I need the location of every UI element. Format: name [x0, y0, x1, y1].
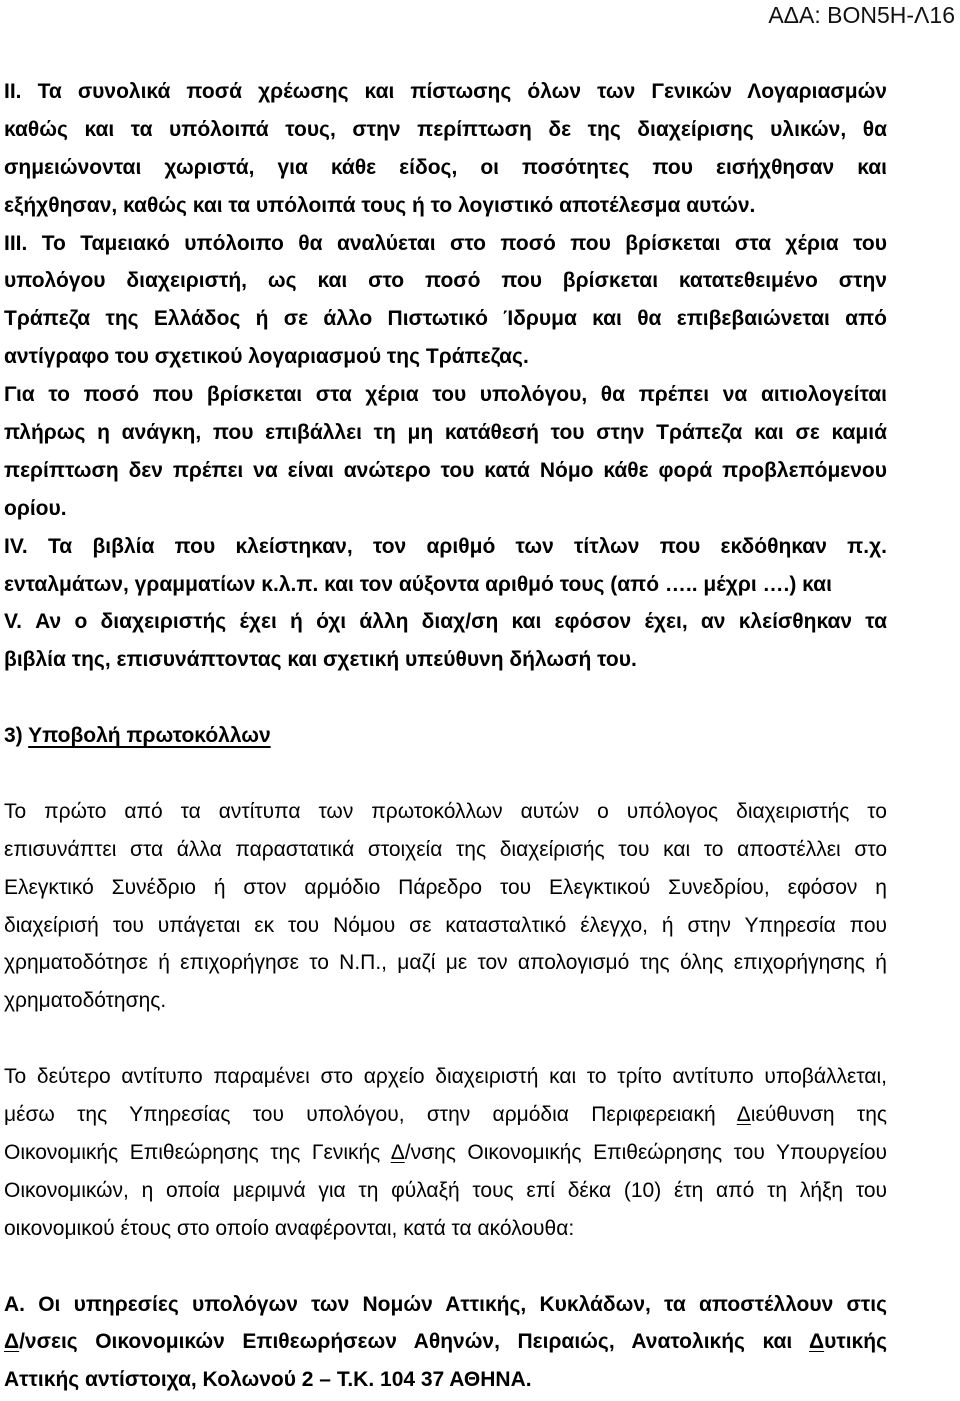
section-v-line: βιβλία της, επισυνάπτοντας και σχετική υπεύθυνη δήλωσή του. — [4, 648, 637, 672]
second-copy-line — [4, 1096, 887, 1134]
document-body — [4, 73, 887, 1399]
section-iii — [4, 225, 887, 377]
line-text: υτικής — [824, 1330, 887, 1354]
section-iii-line: Τράπεζα της Ελλάδος ή σε άλλο Πιστωτικό Ίδρυμα και θα επιβεβαιώνεται από — [4, 307, 887, 331]
second-copy-line: οικονομικού έτους στο οποίο αναφέρονται, κατά τα ακόλουθα: — [4, 1216, 575, 1240]
blank-line — [4, 679, 887, 717]
first-copy-line: χρηματοδότησης. — [4, 989, 167, 1013]
heading-number: 3) — [4, 724, 23, 748]
section-iii-line: υπολόγου διαχειριστή, ως και στο ποσό που βρίσκεται κατατεθειμένο στην — [4, 269, 887, 293]
section-iv-line: ενταλμάτων, γραμματίων κ.λ.π. και τον αύξοντα αριθμό τους (από ….. μέχρι ….) και — [4, 572, 832, 596]
section-ii-line: εξήχθησαν, καθώς και τα υπόλοιπά τους ή το λογιστικό αποτέλεσμα αυτών. — [4, 193, 756, 217]
cash-note-line: ορίου. — [4, 496, 67, 520]
item-a-line: Α. Οι υπηρεσίες υπολόγων των Νομών Αττικής, Κυκλάδων, τα αποστέλλουν στις — [4, 1292, 887, 1316]
item-a-line — [4, 1323, 887, 1361]
line-text: Οικονομικής Επιθεώρησης της Γενικής — [4, 1140, 391, 1164]
line-text: /νσης Οικονομικής Επιθεώρησης του Υπουργείου — [404, 1140, 887, 1164]
section-iv-line: IV. Τα βιβλία που κλείστηκαν, τον αριθμό των τίτλων που εκδόθηκαν π.χ. — [4, 534, 887, 558]
section-ii-line: II. Τα συνολικά ποσά χρέωσης και πίστωσης όλων των Γενικών Λογαριασμών — [4, 80, 887, 103]
blank-line — [4, 1248, 887, 1286]
item-a-line: Αττικής αντίστοιχα, Κολωνού 2 – Τ.Κ. 104 37 ΑΘΗΝΑ. — [4, 1368, 532, 1392]
marked-letter: Δ — [390, 1140, 405, 1164]
section-ii-line: καθώς και τα υπόλοιπά τους, στην περίπτωση δε της διαχείρισης υλικών, θα — [4, 117, 887, 141]
blank-line — [4, 755, 887, 793]
cash-note-line: Για το ποσό που βρίσκεται στα χέρια του υπολόγου, θα πρέπει να αιτιολογείται — [4, 383, 887, 407]
first-copy-line: επισυνάπτει στα άλλα παραστατικά στοιχεία της διαχείρισής του και το αποστέλλει στο — [4, 837, 887, 861]
section-iii-line: III. Το Ταμειακό υπόλοιπο θα αναλύεται στο ποσό που βρίσκεται στα χέρια του — [4, 231, 887, 255]
first-copy-line: Το πρώτο από τα αντίτυπα των πρωτοκόλλων αυτών ο υπόλογος διαχειριστής το — [4, 799, 887, 823]
section-iii-line: αντίγραφο του σχετικού λογαριασμού της Τράπεζας. — [4, 345, 529, 369]
line-text: μέσω της Υπηρεσίας του υπολόγου, στην αρμόδια Περιφερειακή — [4, 1103, 737, 1127]
heading-title: Υποβολή πρωτοκόλλων — [28, 724, 271, 748]
line-text: ιεύθυνση της — [750, 1103, 887, 1127]
document-ada-code: ΑΔΑ: ΒΟΝ5Η-Λ16 — [768, 2, 955, 28]
cash-note — [4, 376, 887, 528]
second-copy-line: Οικονομικών, η οποία μεριμνά για τη φύλαξή τους επί δέκα (10) έτη από τη λήξη του — [4, 1178, 887, 1202]
second-copy-line — [4, 1134, 887, 1172]
second-copy-paragraph — [4, 1058, 887, 1247]
cash-note-line: πλήρως η ανάγκη, που επιβάλλει τη μη κατάθεσή του στην Τράπεζα και σε καμιά — [4, 421, 887, 445]
second-copy-line: Το δεύτερο αντίτυπο παραμένει στο αρχείο διαχειριστή και το τρίτο αντίτυπο υποβάλλεται, — [4, 1065, 887, 1089]
marked-letter: Δ — [4, 1330, 20, 1354]
marked-letter: Δ — [736, 1103, 751, 1127]
section-ii-line: σημειώνονται χωριστά, για κάθε είδος, οι ποσότητες που εισήχθησαν και — [4, 155, 887, 179]
item-a-paragraph — [4, 1286, 887, 1400]
section-v-line: V. Αν ο διαχειριστής έχει ή όχι άλλη διαχ/ση και εφόσον έχει, αν κλείσθηκαν τα — [4, 610, 887, 634]
marked-letter: Δ — [809, 1330, 825, 1354]
section-ii — [4, 73, 887, 225]
line-text: /νσεις Οικονομικών Επιθεωρήσεων Αθηνών, Πειραιώς, Ανατολικής και — [19, 1330, 810, 1354]
first-copy-line: Ελεγκτικό Συνέδριο ή στον αρμόδιο Πάρεδρο του Ελεγκτικού Συνεδρίου, εφόσον η — [4, 875, 887, 899]
first-copy-line: χρηματοδότησε ή επιχορήγησε το Ν.Π., μαζί με τον απολογισμό της όλης επιχορήγησης ή — [4, 951, 887, 975]
section-v — [4, 603, 887, 679]
section-iv — [4, 528, 887, 604]
first-copy-paragraph — [4, 793, 887, 1020]
blank-line — [4, 1020, 887, 1058]
first-copy-line: διαχείρισή του υπάγεται εκ του Νόμου σε κατασταλτικό έλεγχο, ή στην Υπηρεσία που — [4, 913, 887, 937]
cash-note-line: περίπτωση δεν πρέπει να είναι ανώτερο του κατά Νόμο κάθε φορά προβλεπόμενου — [4, 458, 887, 482]
section-heading — [4, 717, 887, 755]
